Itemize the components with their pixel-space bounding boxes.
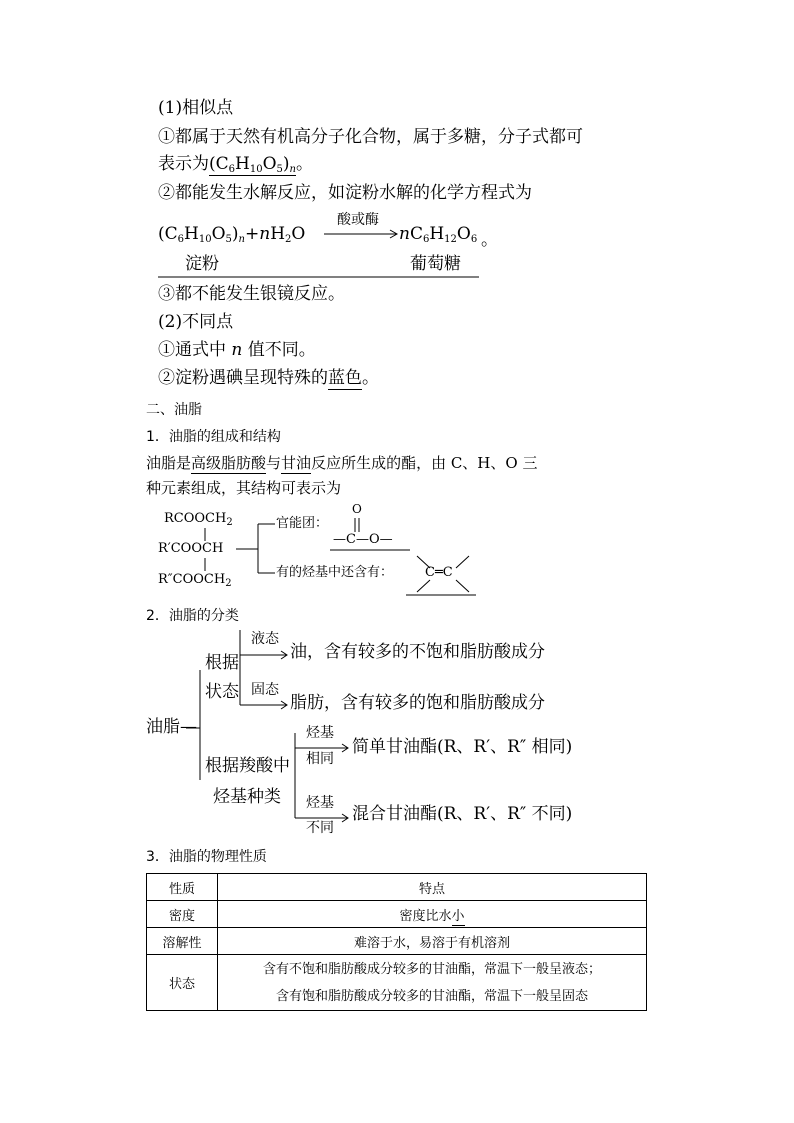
label-liquid: 液态 [251, 631, 279, 647]
label-solid: 固态 [251, 682, 279, 698]
similar-heading: (1)相似点 [158, 98, 234, 118]
desc-simple-glyceride: 简单甘油酯(R、R′、R″ 相同) [352, 737, 573, 757]
subsection-classification: 2．油脂的分类 [146, 608, 239, 624]
table-cell: 状态 [147, 955, 218, 1011]
table-header: 特点 [218, 874, 647, 901]
table-header: 性质 [147, 874, 218, 901]
table-cell: 含有不饱和脂肪酸成分较多的甘油酯，常温下一般呈液态； 含有饱和脂肪酸成分较多的甘油酯，常温下一般呈固态 [218, 955, 647, 1011]
desc-oil: 油，含有较多的不饱和脂肪酸成分 [290, 642, 545, 662]
table-cell: 溶解性 [147, 928, 218, 955]
carbonyl-oxygen: O [352, 502, 362, 516]
classify-by-acid-b: 烃基种类 [213, 787, 281, 807]
structure-row-1: $RCOOCH_2$ [164, 511, 233, 528]
table-cell: 密度比水小 [218, 901, 647, 928]
physical-properties-table [146, 873, 647, 1011]
table-cell: 难溶于水，易溶于有机溶剂 [218, 928, 647, 955]
structure-row-3: $R''COOCH_2$ [158, 572, 232, 589]
oil-intro-2: 种元素组成，其结构可表示为 [146, 479, 342, 497]
label-different: 不同 [306, 820, 334, 836]
similar-point-3: ③都不能发生银镜反应。 [158, 284, 345, 304]
subsection-physical: 3．油脂的物理性质 [146, 849, 267, 865]
different-heading: (2)不同点 [158, 312, 234, 332]
similar-point-1: ①都属于天然有机高分子化合物，属于多糖，分子式都可 [158, 127, 583, 147]
table-row [147, 901, 647, 928]
ester-group: —C—O— [333, 532, 393, 547]
label-same: 相同 [306, 751, 334, 767]
table-row [147, 928, 647, 955]
similar-point-1-cont: 表示为$(C_6H_{10}O_5)_n$。 [158, 154, 313, 175]
subsection-composition: 1．油脂的组成和结构 [146, 429, 281, 445]
starch-cellulose-formula: $(C_6H_{10}O_5)_n$ [209, 154, 296, 175]
label-glucose: 葡萄糖 [410, 254, 461, 274]
table-header-row [147, 874, 647, 901]
structure-row-2: R′COOCH [158, 541, 224, 556]
classify-by-state-b: 状态 [205, 682, 239, 702]
functional-group-label: 官能团： [276, 516, 329, 531]
similar-point-2: ②都能发生水解反应，如淀粉水解的化学方程式为 [158, 183, 532, 203]
label-hydrocarbon-2: 烃基 [306, 795, 334, 811]
different-point-1: ①通式中 n 值不同。 [158, 340, 316, 360]
classify-root: 油脂— [146, 717, 197, 737]
reaction-condition: 酸或酶 [337, 212, 379, 228]
section-title: 二、油脂 [146, 402, 202, 418]
carbon-double-bond: C═C [425, 565, 453, 580]
label-hydrocarbon-1: 烃基 [306, 725, 334, 741]
hydrolysis-equation-lhs: $(C_6H_{10}O_5)_n+nH_2O$ [158, 224, 306, 245]
different-point-2: ②淀粉遇碘呈现特殊的蓝色。 [158, 368, 379, 388]
blue-color-answer: 蓝色 [328, 368, 362, 388]
desc-mixed-glyceride: 混合甘油酯(R、R′、R″ 不同) [352, 804, 573, 824]
classify-by-state-a: 根据 [205, 653, 239, 673]
table-row [147, 955, 647, 1011]
desc-fat: 脂肪，含有较多的饱和脂肪酸成分 [290, 693, 545, 713]
equation-end: 。 [481, 230, 498, 250]
classify-by-acid-a: 根据羧酸中 [205, 756, 290, 776]
double-bond-label: 有的烃基中还含有： [276, 565, 394, 580]
label-starch: 淀粉 [185, 254, 219, 274]
table-cell: 密度 [147, 901, 218, 928]
hydrolysis-equation-rhs: $nC_6H_{12}O_6$ [399, 224, 478, 245]
oil-intro-1: 油脂是高级脂肪酸与甘油反应所生成的酯，由 C、H、O 三 [146, 454, 538, 472]
